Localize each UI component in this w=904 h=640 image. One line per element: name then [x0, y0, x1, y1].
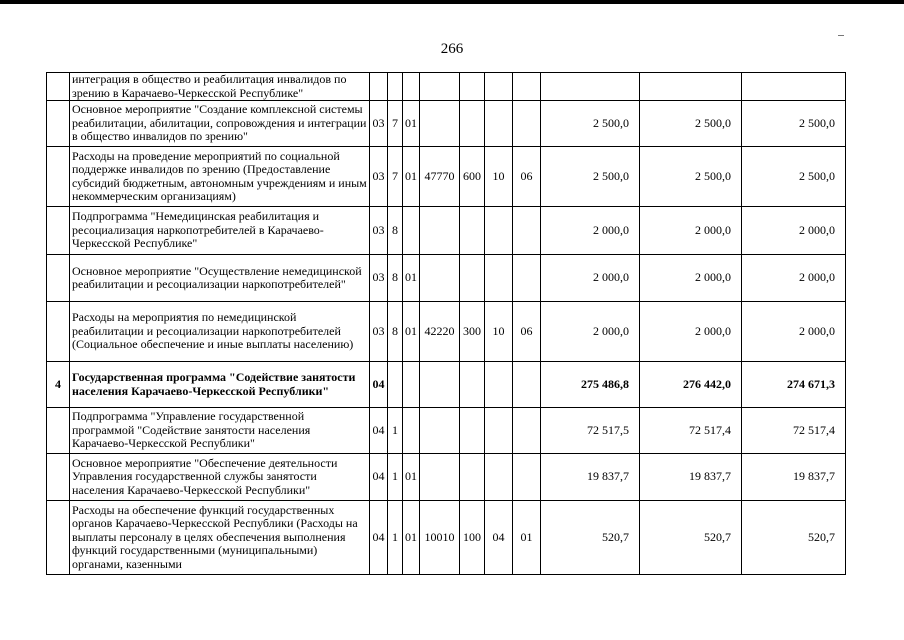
amount-year3: 2 000,0 [742, 302, 846, 362]
code-section [485, 362, 513, 408]
code-event: 01 [403, 255, 420, 302]
table-row [47, 73, 846, 101]
amount-year1: 275 486,8 [541, 362, 640, 408]
code-event: 01 [403, 302, 420, 362]
code-event [403, 362, 420, 408]
row-index [47, 147, 70, 207]
amount-year1: 72 517,5 [541, 408, 640, 454]
table-row [47, 501, 846, 575]
row-index [47, 207, 70, 255]
code-subsection [513, 207, 541, 255]
amount-year3: 520,7 [742, 501, 846, 575]
row-index [47, 408, 70, 454]
code-subprogram: 1 [388, 501, 403, 575]
amount-year2: 19 837,7 [640, 454, 742, 501]
code-expense-type [460, 362, 485, 408]
code-event [403, 73, 420, 101]
code-expense-type [460, 207, 485, 255]
code-event: 01 [403, 501, 420, 575]
amount-year3: 72 517,4 [742, 408, 846, 454]
row-name: Основное мероприятие "Осуществление немедицинской реабилитации и ресоциализации наркопотребителей" [70, 255, 370, 302]
code-subsection [513, 362, 541, 408]
row-name: Расходы на проведение мероприятий по социальной поддержке инвалидов по зрению (Предоставление субсидий бюджетным, автономным учреждениям и иным некоммерческим организациям) [70, 147, 370, 207]
table-body [47, 73, 846, 575]
table-row [47, 408, 846, 454]
amount-year1: 2 500,0 [541, 147, 640, 207]
amount-year3: 274 671,3 [742, 362, 846, 408]
code-section: 10 [485, 302, 513, 362]
table-row [47, 454, 846, 501]
amount-year1: 19 837,7 [541, 454, 640, 501]
amount-year1: 2 000,0 [541, 207, 640, 255]
row-name: Подпрограмма "Немедицинская реабилитация и ресоциализация наркопотребителей в Карачаево-Черкесской Республике" [70, 207, 370, 255]
code-section: 04 [485, 501, 513, 575]
table-row [47, 147, 846, 207]
code-subsection: 01 [513, 501, 541, 575]
code-subprogram: 8 [388, 302, 403, 362]
code-subsection: 06 [513, 302, 541, 362]
code-expense-type [460, 73, 485, 101]
code-expense-type: 300 [460, 302, 485, 362]
row-index [47, 302, 70, 362]
amount-year3: 2 500,0 [742, 101, 846, 147]
code-section [485, 73, 513, 101]
code-subsection [513, 73, 541, 101]
amount-year2: 2 000,0 [640, 207, 742, 255]
code-subprogram: 8 [388, 207, 403, 255]
amount-year2: 72 517,4 [640, 408, 742, 454]
code-direction: 47770 [420, 147, 460, 207]
code-program: 04 [370, 408, 388, 454]
code-expense-type [460, 101, 485, 147]
code-subprogram: 7 [388, 101, 403, 147]
code-event: 01 [403, 454, 420, 501]
code-program: 04 [370, 454, 388, 501]
code-program: 03 [370, 147, 388, 207]
row-name: Основное мероприятие "Обеспечение деятельности Управления государственной службы занятости населения Карачаево-Черкесской Республики" [70, 454, 370, 501]
page-number: 266 [440, 41, 464, 57]
amount-year1: 2 000,0 [541, 302, 640, 362]
code-expense-type: 600 [460, 147, 485, 207]
code-program: 04 [370, 362, 388, 408]
code-expense-type [460, 255, 485, 302]
row-name: Государственная программа "Содействие занятости населения Карачаево-Черкесской Республики" [70, 362, 370, 408]
amount-year3: 2 000,0 [742, 255, 846, 302]
code-expense-type: 100 [460, 501, 485, 575]
code-direction [420, 101, 460, 147]
code-subprogram: 1 [388, 408, 403, 454]
row-index [47, 101, 70, 147]
row-name: Основное мероприятие "Создание комплексной системы реабилитации, абилитации, сопровождения и интеграции в общество инвалидов по зрению" [70, 101, 370, 147]
top-border-line [0, 0, 904, 4]
code-section [485, 454, 513, 501]
code-subprogram [388, 73, 403, 101]
table-row [47, 302, 846, 362]
table-row [47, 255, 846, 302]
code-program [370, 73, 388, 101]
code-program: 04 [370, 501, 388, 575]
code-direction: 10010 [420, 501, 460, 575]
code-event [403, 207, 420, 255]
code-direction [420, 73, 460, 101]
table-row [47, 101, 846, 147]
amount-year3: 19 837,7 [742, 454, 846, 501]
amount-year2: 2 000,0 [640, 255, 742, 302]
code-direction [420, 207, 460, 255]
table-row [47, 362, 846, 408]
code-direction: 42220 [420, 302, 460, 362]
amount-year3 [742, 73, 846, 101]
row-name: Расходы на мероприятия по немедицинской реабилитации и ресоциализации наркопотребителей (Социальное обеспечение и иные выплаты населению) [70, 302, 370, 362]
code-program: 03 [370, 101, 388, 147]
amount-year2: 2 500,0 [640, 101, 742, 147]
code-subsection: 06 [513, 147, 541, 207]
code-subprogram: 1 [388, 454, 403, 501]
code-event: 01 [403, 147, 420, 207]
code-subprogram: 8 [388, 255, 403, 302]
code-direction [420, 454, 460, 501]
row-index [47, 255, 70, 302]
amount-year2 [640, 73, 742, 101]
budget-table [46, 72, 846, 575]
row-index [47, 501, 70, 575]
row-index [47, 73, 70, 101]
amount-year2: 276 442,0 [640, 362, 742, 408]
row-name: интеграция в общество и реабилитация инвалидов по зрению в Карачаево-Черкесской Республике" [70, 73, 370, 101]
code-section [485, 207, 513, 255]
code-subsection [513, 255, 541, 302]
amount-year1 [541, 73, 640, 101]
code-direction [420, 362, 460, 408]
code-direction [420, 408, 460, 454]
code-event [403, 408, 420, 454]
code-subsection [513, 101, 541, 147]
amount-year1: 2 500,0 [541, 101, 640, 147]
code-expense-type [460, 408, 485, 454]
code-event: 01 [403, 101, 420, 147]
table-row [47, 207, 846, 255]
row-name: Расходы на обеспечение функций государственных органов Карачаево-Черкесской Республики (Расходы на выплаты персоналу в целях обеспечения выполнения функций государственными (муниципальными) органами, казенными [70, 501, 370, 575]
amount-year1: 520,7 [541, 501, 640, 575]
code-section [485, 408, 513, 454]
amount-year1: 2 000,0 [541, 255, 640, 302]
code-expense-type [460, 454, 485, 501]
code-section [485, 101, 513, 147]
code-program: 03 [370, 255, 388, 302]
amount-year3: 2 000,0 [742, 207, 846, 255]
code-subprogram: 7 [388, 147, 403, 207]
code-program: 03 [370, 302, 388, 362]
amount-year2: 2 000,0 [640, 302, 742, 362]
amount-year2: 520,7 [640, 501, 742, 575]
amount-year2: 2 500,0 [640, 147, 742, 207]
code-program: 03 [370, 207, 388, 255]
amount-year3: 2 500,0 [742, 147, 846, 207]
row-index: 4 [47, 362, 70, 408]
code-subprogram [388, 362, 403, 408]
row-index [47, 454, 70, 501]
code-subsection [513, 408, 541, 454]
code-section [485, 255, 513, 302]
scan-mark [838, 35, 844, 36]
code-subsection [513, 454, 541, 501]
code-direction [420, 255, 460, 302]
row-name: Подпрограмма "Управление государственной программой "Содействие занятости населения Карачаево-Черкесской Республики" [70, 408, 370, 454]
code-section: 10 [485, 147, 513, 207]
